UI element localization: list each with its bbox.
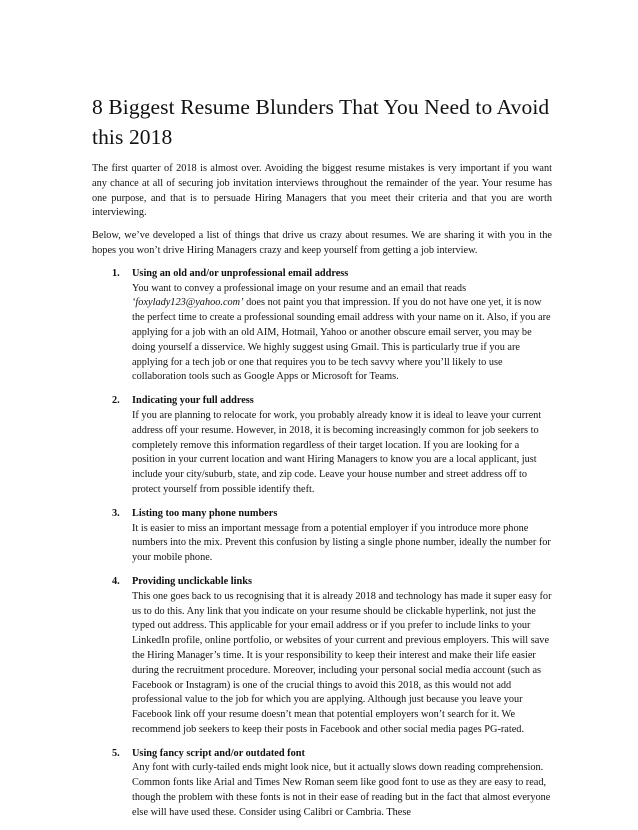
list-item [92, 507, 552, 566]
list-item [92, 267, 552, 385]
list-item-number: 5. [112, 747, 120, 759]
blunders-list [92, 267, 552, 821]
list-item-number: 3. [112, 507, 120, 519]
list-item-heading: Indicating your full address [132, 395, 254, 407]
document-page [92, 92, 552, 830]
list-item-heading: Listing too many phone numbers [132, 507, 278, 519]
intro-paragraph-2: Below, we’ve developed a list of things that drive us crazy about resumes. We are sharing it with you in the hopes you won’t drive Hiring Managers crazy and keep yourself from getting a job interview. [92, 230, 552, 256]
list-item-body: If you are planning to relocate for work, you probably already know it is ideal to leave your current address off your resume. However, in 2018, it is becoming increasingly common for job seekers to completely remove this information regardless of their target location. If you are looking for a position in your current location and want Hiring Managers to know you are a local applicant, just include your city/suburb, state, and zip code. Leave your house number and street address off to protect yourself from possible identify theft. [132, 409, 542, 495]
list-item-body: It is easier to miss an important message from a potential employer if you introduce more phone numbers into the mix. Prevent this confusion by listing a single phone number, ideally the number for your mobile phone. [132, 522, 551, 564]
list-item-heading: Using an old and/or unprofessional email address [132, 267, 349, 279]
email-example: ‘foxylady123@yahoo.com’ [132, 297, 244, 309]
document-title: 8 Biggest Resume Blunders That You Need to Avoid this 2018 [92, 95, 550, 149]
intro-paragraph-1: The first quarter of 2018 is almost over. Avoiding the biggest resume mistakes is very important if you want any chance at all of securing job invitation interviews throughout the remainder of the year. Your resume has one purpose, and that is to persuade Hiring Managers that you meet their criteria and that you are worth interviewing. [92, 163, 552, 219]
list-item-number: 1. [112, 267, 120, 279]
list-item-number: 4. [112, 575, 120, 587]
list-item [92, 394, 552, 498]
list-item-body-text: You want to convey a professional image on your resume and an email that reads [132, 282, 467, 294]
list-item-body [132, 282, 552, 386]
list-item-body: This one goes back to us recognising that it is already 2018 and technology has made it super easy for us to do this. Any link that you indicate on your resume should be clickable hyperlink, not just the typed out address. This applicable for your email address or if you prefer to include links to your LinkedIn profile, online portfolio, or websites of your current and previous employers. This will save the Hiring Manager’s time. It is your responsibility to keep their interest and make their life easier during the recruitment procedure. Moreover, including your personal social media account (such as Facebook or Instagram) is one of the crucial things to avoid this 2018, as this would not add professional value to the job for which you are applying. Although just because you leave your Facebook link off your resume doesn’t mean that potential employers won’t search for it. We recommend job seekers to keep their posts in Facebook and other social media pages PG-rated. [132, 590, 552, 735]
list-item [92, 747, 552, 821]
list-item-body: Any font with curly-tailed ends might look nice, but it actually slows down reading comprehension. Common fonts like Arial and Times New Roman seem like good font to use as they are easy to read, though the problem with these fonts is not in their ease of reading but in the fact that almost everyone else will have used these. Consider using Calibri or Cambria. These [132, 762, 551, 818]
list-item-heading: Using fancy script and/or outdated font [132, 747, 305, 759]
list-item-heading: Providing unclickable links [132, 575, 252, 587]
list-item-body-text: does not paint you that impression. If you do not have one yet, it is now the perfect time to create a professional sounding email address with your name on it. Also, if you are applying for a job with an old AIM, Hotmail, Yahoo or another obscure email server, you may be doing yourself a disservice. We highly suggest using Gmail. This is particularly true if you are applying for a tech job or one that requires you to be tech savvy where you’ll likely to use collaboration tools such as Google Apps or Microsoft for Teams. [132, 297, 551, 383]
list-item [92, 575, 552, 738]
list-item-number: 2. [112, 395, 120, 407]
